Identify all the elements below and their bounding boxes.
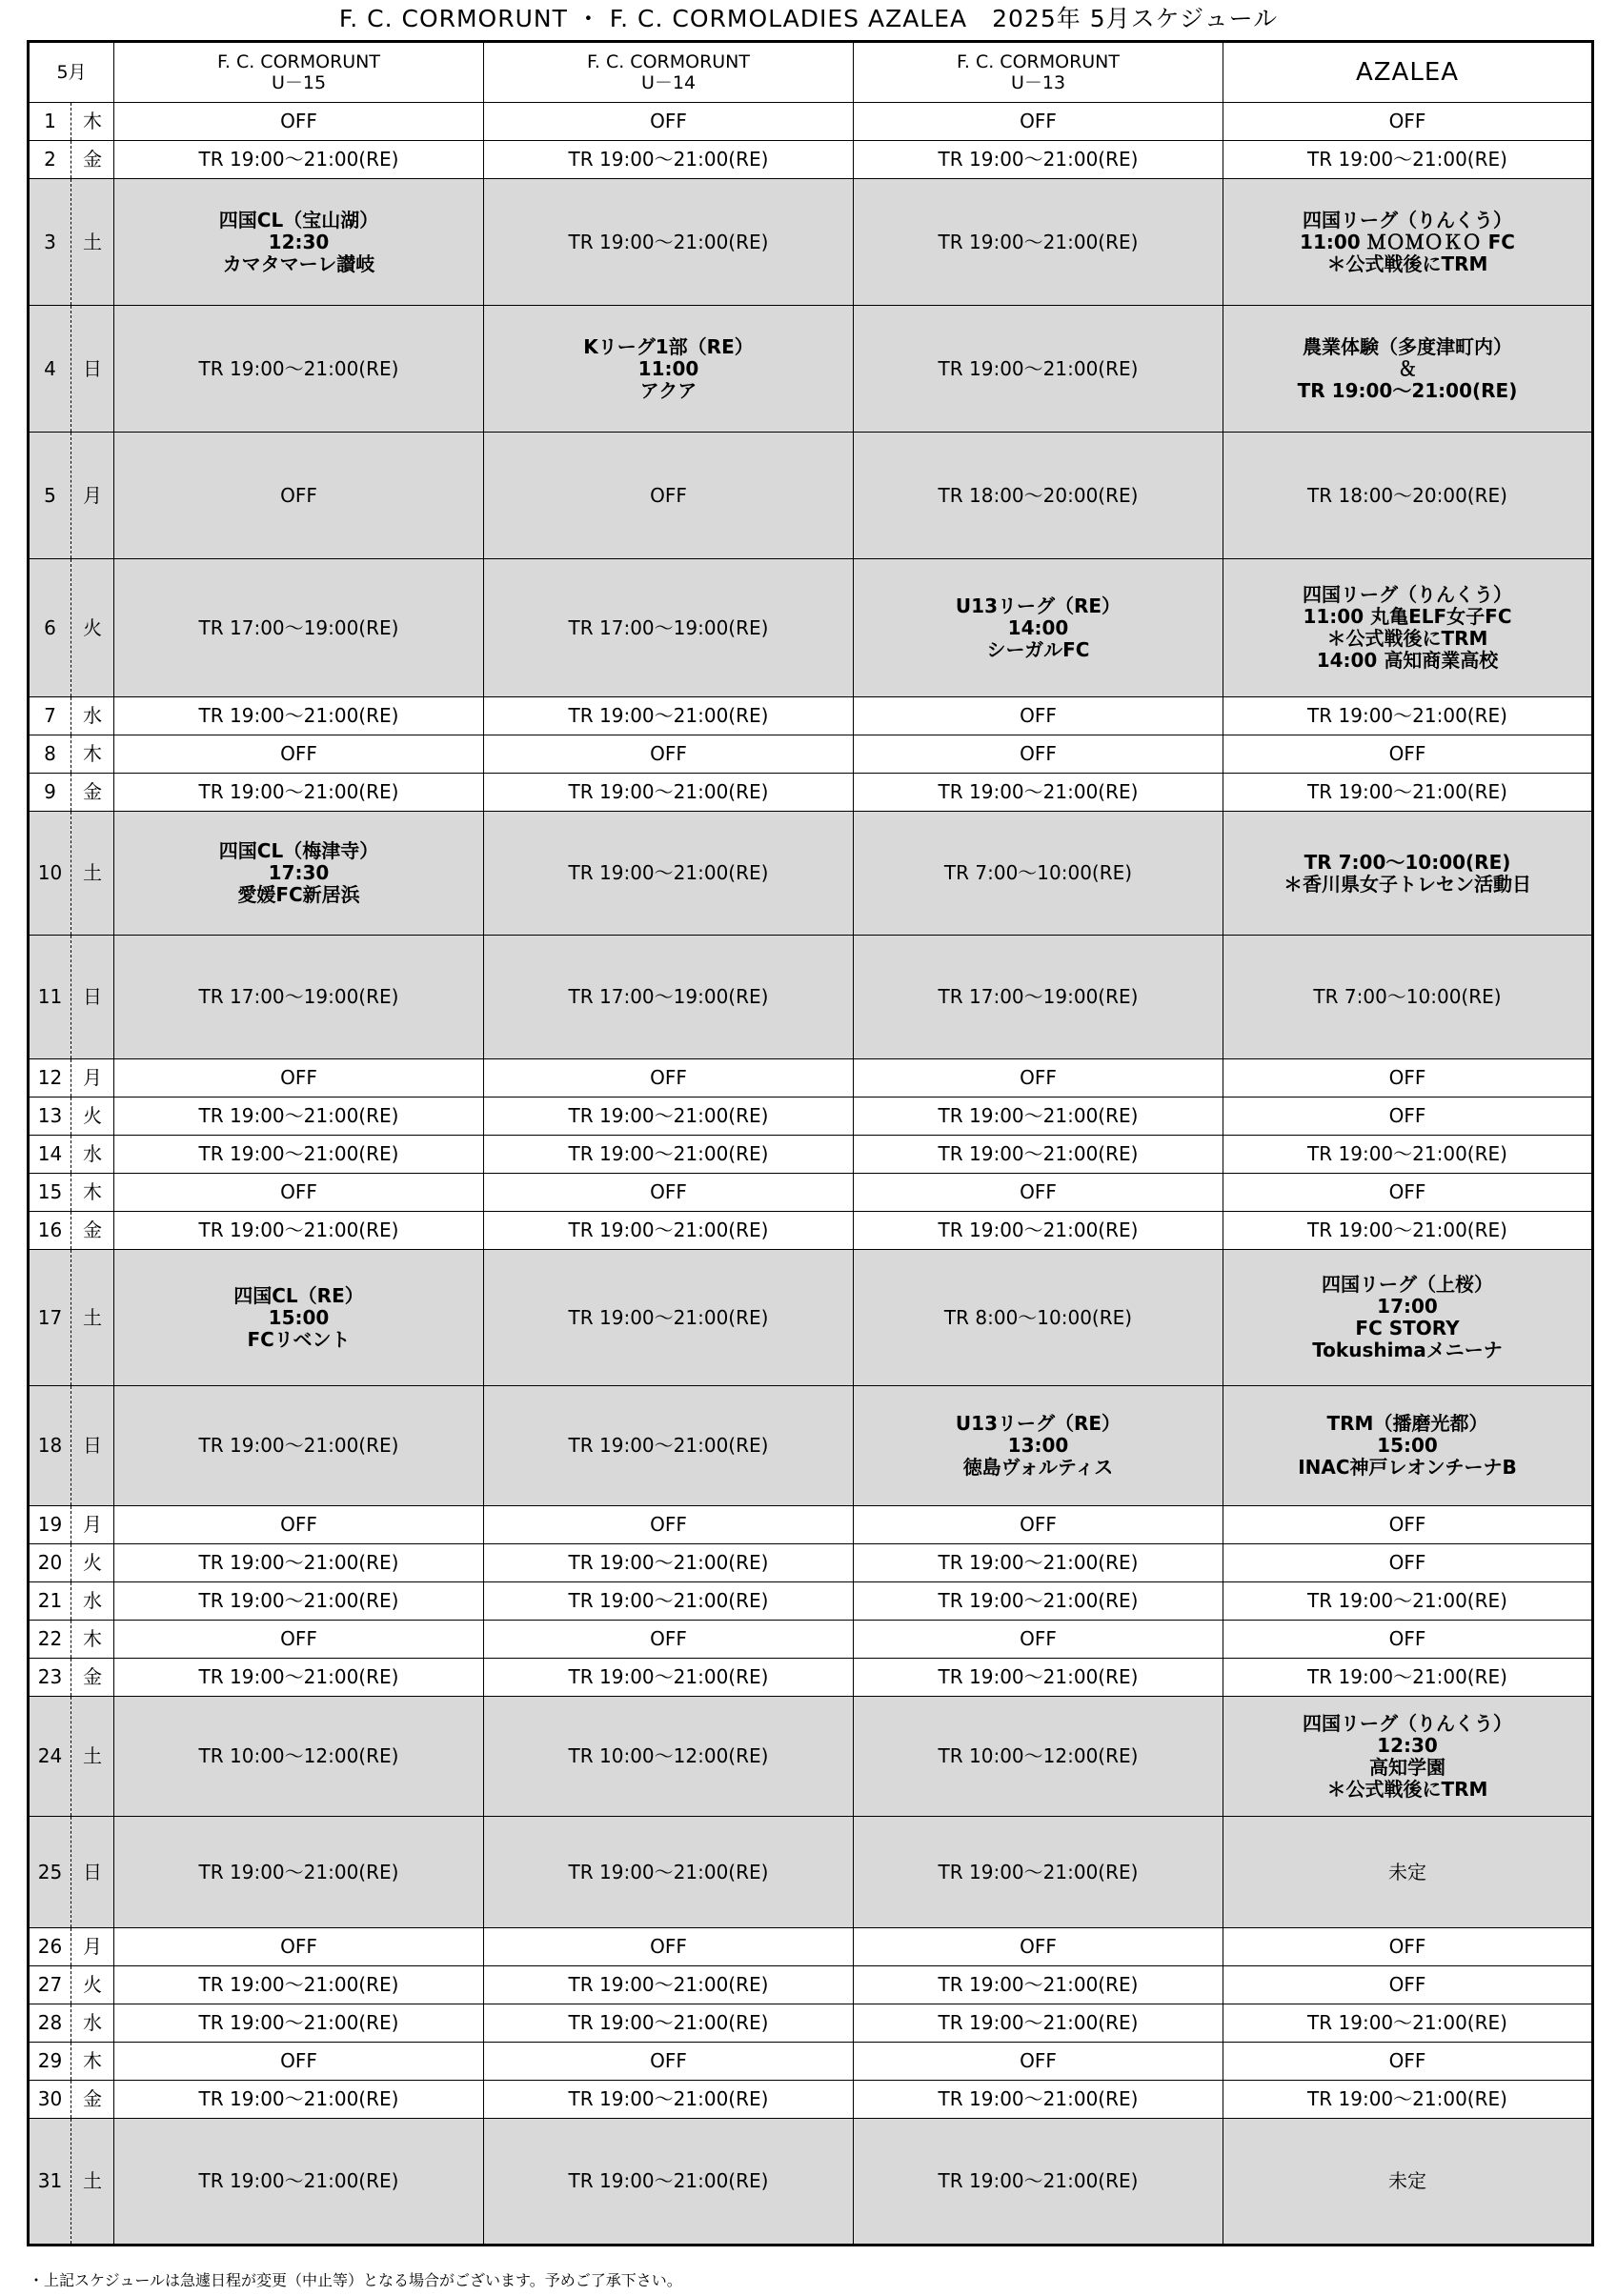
table-row [29,1059,1593,1098]
weekday: 木 [71,2043,114,2081]
schedule-cell: 未定 [1223,2119,1593,2246]
table-row [29,179,1593,306]
table-row [29,1250,1593,1386]
schedule-cell: TR 19:00～21:00(RE) [484,812,854,936]
schedule-cell: 四国リーグ（りんくう） 11:00 ＭＯＭＯＫＯ FC ＊公式戦後にTRM [1223,179,1593,306]
schedule-cell: OFF [484,735,854,774]
day-number: 11 [29,936,71,1059]
weekday: 日 [71,1386,114,1506]
day-number: 13 [29,1098,71,1136]
page-title: F. C. CORMORUNT ・ F. C. CORMOLADIES AZALEA 2025年 5月スケジュール [338,5,1279,32]
schedule-cell: TR 17:00～19:00(RE) [484,936,854,1059]
team-header-u14: F. C. CORMORUNT U－14 [484,42,854,103]
table-row [29,735,1593,774]
weekday: 月 [71,433,114,559]
schedule-cell: OFF [1223,1966,1593,2004]
weekday: 木 [71,735,114,774]
table-row [29,1544,1593,1582]
schedule-cell: U13リーグ（RE） 14:00 シーガルFC [854,559,1223,697]
schedule-cell: TR 10:00～12:00(RE) [854,1697,1223,1817]
day-number: 10 [29,812,71,936]
schedule-cell: TR 19:00～21:00(RE) [854,1659,1223,1697]
schedule-cell: OFF [1223,735,1593,774]
schedule-cell: TR 19:00～21:00(RE) [1223,2081,1593,2119]
team-header-azalea: AZALEA [1223,42,1593,103]
table-row [29,1212,1593,1250]
schedule-cell: OFF [484,433,854,559]
schedule-cell: TR 7:00～10:00(RE) ＊香川県女子トレセン活動日 [1223,812,1593,936]
weekday: 金 [71,1659,114,1697]
day-number: 27 [29,1966,71,2004]
day-number: 9 [29,774,71,812]
schedule-cell: TR 19:00～21:00(RE) [484,1386,854,1506]
day-number: 30 [29,2081,71,2119]
schedule-cell: TR 8:00～10:00(RE) [854,1250,1223,1386]
schedule-cell: TR 19:00～21:00(RE) [854,306,1223,433]
schedule-cell: OFF [114,735,484,774]
schedule-cell: OFF [1223,1059,1593,1098]
day-number: 6 [29,559,71,697]
table-row [29,1966,1593,2004]
weekday: 金 [71,2081,114,2119]
day-number: 23 [29,1659,71,1697]
schedule-table [27,40,1594,2246]
weekday: 木 [71,1621,114,1659]
weekday: 月 [71,1059,114,1098]
table-row [29,936,1593,1059]
schedule-cell: 四国リーグ（上桜） 17:00 FC STORY Tokushimaメニーナ [1223,1250,1593,1386]
schedule-cell: OFF [1223,1544,1593,1582]
schedule-cell: TR 19:00～21:00(RE) [484,1212,854,1250]
schedule-cell: TR 17:00～19:00(RE) [484,559,854,697]
schedule-cell: TR 19:00～21:00(RE) [114,1582,484,1621]
schedule-cell: TR 19:00～21:00(RE) [1223,697,1593,735]
schedule-cell: Kリーグ1部（RE） 11:00 アクア [484,306,854,433]
schedule-cell: TR 19:00～21:00(RE) [1223,1659,1593,1697]
schedule-cell: OFF [484,1621,854,1659]
weekday: 日 [71,306,114,433]
schedule-cell: 四国CL（RE） 15:00 FCリベント [114,1250,484,1386]
schedule-cell: OFF [854,1506,1223,1544]
table-row [29,1506,1593,1544]
weekday: 金 [71,774,114,812]
schedule-cell: OFF [1223,103,1593,141]
schedule-cell: TR 19:00～21:00(RE) [114,1659,484,1697]
schedule-cell: TR 19:00～21:00(RE) [114,1817,484,1928]
schedule-cell: TR 19:00～21:00(RE) [484,1136,854,1174]
schedule-cell: OFF [1223,1928,1593,1966]
schedule-cell: OFF [1223,2043,1593,2081]
schedule-cell: TR 19:00～21:00(RE) [484,2081,854,2119]
schedule-cell: TR 19:00～21:00(RE) [114,774,484,812]
schedule-cell: 四国リーグ（りんくう） 11:00 丸亀ELF女子FC ＊公式戦後にTRM 14:00 高知商業高校 [1223,559,1593,697]
schedule-cell: 農業体験（多度津町内） ＆ TR 19:00～21:00(RE) [1223,306,1593,433]
schedule-cell: OFF [484,1506,854,1544]
weekday: 火 [71,1544,114,1582]
day-number: 5 [29,433,71,559]
schedule-cell: TR 18:00～20:00(RE) [854,433,1223,559]
day-number: 28 [29,2004,71,2043]
weekday: 月 [71,1928,114,1966]
schedule-cell: 四国CL（梅津寺） 17:30 愛媛FC新居浜 [114,812,484,936]
table-row [29,141,1593,179]
schedule-cell: 未定 [1223,1817,1593,1928]
schedule-cell: TR 19:00～21:00(RE) [114,1212,484,1250]
schedule-cell: 四国リーグ（りんくう） 12:30 高知学園 ＊公式戦後にTRM [1223,1697,1593,1817]
schedule-cell: TR 19:00～21:00(RE) [854,1212,1223,1250]
table-row [29,2081,1593,2119]
schedule-cell: OFF [854,103,1223,141]
day-number: 12 [29,1059,71,1098]
schedule-cell: TR 19:00～21:00(RE) [854,1817,1223,1928]
schedule-cell: OFF [854,1059,1223,1098]
schedule-cell: TR 7:00～10:00(RE) [1223,936,1593,1059]
day-number: 26 [29,1928,71,1966]
day-number: 18 [29,1386,71,1506]
schedule-cell: OFF [484,1059,854,1098]
schedule-cell: TR 19:00～21:00(RE) [484,1966,854,2004]
schedule-cell: TR 19:00～21:00(RE) [854,141,1223,179]
schedule-cell: TR 19:00～21:00(RE) [1223,1212,1593,1250]
day-number: 31 [29,2119,71,2246]
schedule-cell: TR 19:00～21:00(RE) [854,2119,1223,2246]
schedule-cell: TR 19:00～21:00(RE) [114,697,484,735]
table-row [29,103,1593,141]
schedule-cell: TR 19:00～21:00(RE) [1223,1136,1593,1174]
schedule-cell: TR 19:00～21:00(RE) [484,697,854,735]
schedule-cell: OFF [484,103,854,141]
schedule-cell: TR 19:00～21:00(RE) [114,2081,484,2119]
schedule-cell: OFF [1223,1174,1593,1212]
weekday: 土 [71,812,114,936]
schedule-cell: TR 19:00～21:00(RE) [484,1544,854,1582]
schedule-cell: TR 19:00～21:00(RE) [484,1659,854,1697]
schedule-cell: OFF [114,1059,484,1098]
table-row [29,2119,1593,2246]
weekday: 木 [71,1174,114,1212]
schedule-cell: OFF [854,2043,1223,2081]
schedule-cell: TR 19:00～21:00(RE) [484,1817,854,1928]
header-row [29,42,1593,103]
table-row [29,2043,1593,2081]
schedule-cell: TR 19:00～21:00(RE) [854,2004,1223,2043]
weekday: 日 [71,1817,114,1928]
schedule-cell: OFF [484,1174,854,1212]
schedule-cell: TR 19:00～21:00(RE) [854,1136,1223,1174]
table-row [29,433,1593,559]
schedule-cell: OFF [114,103,484,141]
table-row [29,1136,1593,1174]
schedule-cell: TR 19:00～21:00(RE) [484,2119,854,2246]
schedule-cell: TR 19:00～21:00(RE) [854,179,1223,306]
schedule-cell: TR 19:00～21:00(RE) [114,2119,484,2246]
schedule-cell: OFF [854,1621,1223,1659]
weekday: 日 [71,936,114,1059]
weekday: 金 [71,1212,114,1250]
day-number: 15 [29,1174,71,1212]
schedule-cell: OFF [484,1928,854,1966]
weekday: 水 [71,1136,114,1174]
schedule-cell: TR 19:00～21:00(RE) [114,2004,484,2043]
day-number: 19 [29,1506,71,1544]
table-row [29,812,1593,936]
weekday: 土 [71,1250,114,1386]
day-number: 20 [29,1544,71,1582]
day-number: 2 [29,141,71,179]
schedule-cell: TR 19:00～21:00(RE) [854,1582,1223,1621]
schedule-cell: OFF [1223,1621,1593,1659]
schedule-cell: OFF [114,1506,484,1544]
schedule-cell: OFF [484,2043,854,2081]
schedule-cell: TR 19:00～21:00(RE) [114,1136,484,1174]
weekday: 火 [71,1966,114,2004]
schedule-cell: OFF [1223,1098,1593,1136]
schedule-cell: OFF [1223,1506,1593,1544]
table-row [29,774,1593,812]
day-number: 8 [29,735,71,774]
schedule-cell: TR 10:00～12:00(RE) [114,1697,484,1817]
schedule-cell: OFF [854,1174,1223,1212]
day-number: 14 [29,1136,71,1174]
schedule-cell: TR 10:00～12:00(RE) [484,1697,854,1817]
weekday: 水 [71,2004,114,2043]
table-row [29,1174,1593,1212]
day-number: 22 [29,1621,71,1659]
weekday: 金 [71,141,114,179]
schedule-cell: TR 19:00～21:00(RE) [114,1386,484,1506]
schedule-cell: TR 7:00～10:00(RE) [854,812,1223,936]
schedule-cell: TR 19:00～21:00(RE) [114,141,484,179]
day-number: 1 [29,103,71,141]
schedule-cell: TR 19:00～21:00(RE) [1223,2004,1593,2043]
day-number: 4 [29,306,71,433]
day-number: 29 [29,2043,71,2081]
day-number: 16 [29,1212,71,1250]
schedule-cell: TR 19:00～21:00(RE) [854,1966,1223,2004]
weekday: 水 [71,1582,114,1621]
table-row [29,1582,1593,1621]
schedule-cell: OFF [854,697,1223,735]
schedule-cell: TR 19:00～21:00(RE) [484,179,854,306]
table-row [29,559,1593,697]
schedule-cell: TR 19:00～21:00(RE) [484,774,854,812]
weekday: 火 [71,1098,114,1136]
team-header-u13: F. C. CORMORUNT U－13 [854,42,1223,103]
table-row [29,1098,1593,1136]
schedule-cell: TR 19:00～21:00(RE) [1223,141,1593,179]
day-number: 21 [29,1582,71,1621]
schedule-cell: TR 19:00～21:00(RE) [1223,774,1593,812]
schedule-cell: TR 19:00～21:00(RE) [484,141,854,179]
day-number: 7 [29,697,71,735]
schedule-cell: TR 19:00～21:00(RE) [854,1544,1223,1582]
day-number: 17 [29,1250,71,1386]
table-row [29,2004,1593,2043]
schedule-cell: TR 17:00～19:00(RE) [114,936,484,1059]
schedule-cell: 四国CL（宝山湖） 12:30 カマタマーレ讃岐 [114,179,484,306]
schedule-cell: TR 17:00～19:00(RE) [854,936,1223,1059]
table-row [29,697,1593,735]
day-number: 25 [29,1817,71,1928]
day-number: 24 [29,1697,71,1817]
schedule-cell: TR 19:00～21:00(RE) [114,306,484,433]
table-row [29,1817,1593,1928]
schedule-cell: U13リーグ（RE） 13:00 徳島ヴォルティス [854,1386,1223,1506]
schedule-cell: TR 19:00～21:00(RE) [484,1582,854,1621]
team-header-u15: F. C. CORMORUNT U－15 [114,42,484,103]
table-row [29,1386,1593,1506]
weekday: 水 [71,697,114,735]
weekday: 月 [71,1506,114,1544]
schedule-cell: OFF [114,1928,484,1966]
table-row [29,1697,1593,1817]
schedule-cell: TR 19:00～21:00(RE) [854,1098,1223,1136]
schedule-cell: TR 19:00～21:00(RE) [484,1098,854,1136]
schedule-cell: OFF [854,735,1223,774]
schedule-cell: TRM（播磨光都） 15:00 INAC神戸レオンチーナB [1223,1386,1593,1506]
schedule-cell: OFF [114,1174,484,1212]
table-row [29,1621,1593,1659]
table-row [29,1659,1593,1697]
weekday: 土 [71,179,114,306]
schedule-cell: TR 19:00～21:00(RE) [484,2004,854,2043]
schedule-cell: TR 19:00～21:00(RE) [114,1966,484,2004]
schedule-cell: TR 19:00～21:00(RE) [484,1250,854,1386]
schedule-cell: TR 18:00～20:00(RE) [1223,433,1593,559]
schedule-cell: TR 19:00～21:00(RE) [114,1098,484,1136]
schedule-cell: OFF [114,433,484,559]
month-header: 5月 [29,42,114,103]
day-number: 3 [29,179,71,306]
table-row [29,1928,1593,1966]
schedule-cell: TR 19:00～21:00(RE) [114,1544,484,1582]
schedule-cell: TR 19:00～21:00(RE) [854,774,1223,812]
weekday: 木 [71,103,114,141]
schedule-cell: TR 19:00～21:00(RE) [854,2081,1223,2119]
table-row [29,306,1593,433]
schedule-cell: TR 17:00～19:00(RE) [114,559,484,697]
schedule-cell: TR 19:00～21:00(RE) [1223,1582,1593,1621]
schedule-cell: OFF [114,1621,484,1659]
schedule-cell: OFF [854,1928,1223,1966]
weekday: 土 [71,2119,114,2246]
schedule-cell: OFF [114,2043,484,2081]
footnote: ・上記スケジュールは急遽日程が変更（中止等）となる場合がございます。予めご了承下さい。 [29,2271,682,2289]
weekday: 火 [71,559,114,697]
weekday: 土 [71,1697,114,1817]
